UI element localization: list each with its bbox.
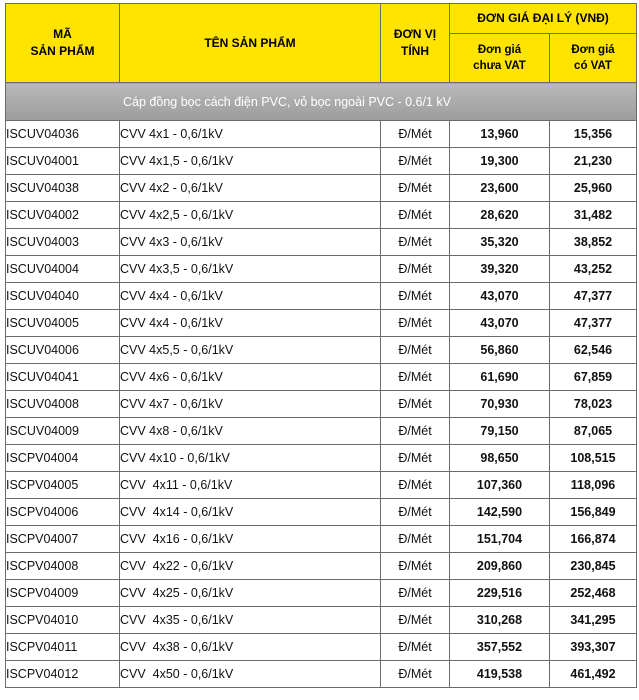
unit-cell: Đ/Mét bbox=[381, 391, 450, 418]
header-product-name: TÊN SẢN PHẨM bbox=[120, 4, 381, 83]
price-vat-cell: 38,852 bbox=[550, 229, 637, 256]
price-no-vat-cell: 13,960 bbox=[450, 121, 550, 148]
table-row bbox=[6, 256, 637, 283]
price-no-vat-cell: 56,860 bbox=[450, 337, 550, 364]
price-no-vat-cell: 79,150 bbox=[450, 418, 550, 445]
price-vat-cell: 62,546 bbox=[550, 337, 637, 364]
table-row bbox=[6, 499, 637, 526]
product-name-cell: CVV 4x22 - 0,6/1kV bbox=[120, 553, 381, 580]
table-row bbox=[6, 607, 637, 634]
table-row bbox=[6, 337, 637, 364]
price-no-vat-cell: 35,320 bbox=[450, 229, 550, 256]
price-vat-cell: 252,468 bbox=[550, 580, 637, 607]
price-no-vat-cell: 209,860 bbox=[450, 553, 550, 580]
product-code-cell: ISCUV04003 bbox=[6, 229, 120, 256]
price-table bbox=[5, 3, 637, 688]
product-code-cell: ISCPV04006 bbox=[6, 499, 120, 526]
price-no-vat-cell: 70,930 bbox=[450, 391, 550, 418]
table-row bbox=[6, 364, 637, 391]
unit-cell: Đ/Mét bbox=[381, 526, 450, 553]
unit-cell: Đ/Mét bbox=[381, 580, 450, 607]
section-title-cell bbox=[6, 83, 637, 121]
section-title: Cáp đồng bọc cách điện PVC, vỏ bọc ngoài PVC - 0.6/1 kV bbox=[123, 94, 451, 109]
table-row bbox=[6, 391, 637, 418]
product-name-cell: CVV 4x35 - 0,6/1kV bbox=[120, 607, 381, 634]
price-vat-cell: 461,492 bbox=[550, 661, 637, 688]
product-code-cell: ISCUV04041 bbox=[6, 364, 120, 391]
unit-cell: Đ/Mét bbox=[381, 364, 450, 391]
price-vat-cell: 166,874 bbox=[550, 526, 637, 553]
product-code-cell: ISCUV04008 bbox=[6, 391, 120, 418]
price-no-vat-cell: 39,320 bbox=[450, 256, 550, 283]
section-row bbox=[6, 83, 637, 121]
unit-cell: Đ/Mét bbox=[381, 445, 450, 472]
product-code-cell: ISCPV04012 bbox=[6, 661, 120, 688]
table-body bbox=[6, 83, 637, 688]
table-row bbox=[6, 175, 637, 202]
price-vat-cell: 25,960 bbox=[550, 175, 637, 202]
price-vat-cell: 47,377 bbox=[550, 283, 637, 310]
product-name-cell: CVV 4x14 - 0,6/1kV bbox=[120, 499, 381, 526]
product-code-cell: ISCUV04004 bbox=[6, 256, 120, 283]
price-no-vat-cell: 28,620 bbox=[450, 202, 550, 229]
product-code-cell: ISCUV04009 bbox=[6, 418, 120, 445]
product-code-cell: ISCPV04008 bbox=[6, 553, 120, 580]
product-name-cell: CVV 4x1 - 0,6/1kV bbox=[120, 121, 381, 148]
product-code-cell: ISCPV04009 bbox=[6, 580, 120, 607]
table-row bbox=[6, 661, 637, 688]
price-vat-cell: 31,482 bbox=[550, 202, 637, 229]
price-no-vat-cell: 43,070 bbox=[450, 310, 550, 337]
header-price-no-vat: Đơn giá chưa VAT bbox=[450, 34, 550, 83]
product-name-cell: CVV 4x4 - 0,6/1kV bbox=[120, 283, 381, 310]
product-name-cell: CVV 4x7 - 0,6/1kV bbox=[120, 391, 381, 418]
price-no-vat-cell: 419,538 bbox=[450, 661, 550, 688]
product-name-cell: CVV 4x11 - 0,6/1kV bbox=[120, 472, 381, 499]
product-code-cell: ISCPV04007 bbox=[6, 526, 120, 553]
price-vat-cell: 118,096 bbox=[550, 472, 637, 499]
product-code-cell: ISCUV04002 bbox=[6, 202, 120, 229]
product-name-cell: CVV 4x3,5 - 0,6/1kV bbox=[120, 256, 381, 283]
price-no-vat-cell: 357,552 bbox=[450, 634, 550, 661]
header-price-vat: Đơn giá có VAT bbox=[550, 34, 637, 83]
table-row bbox=[6, 283, 637, 310]
price-vat-cell: 47,377 bbox=[550, 310, 637, 337]
price-no-vat-cell: 98,650 bbox=[450, 445, 550, 472]
price-no-vat-cell: 310,268 bbox=[450, 607, 550, 634]
table-row bbox=[6, 580, 637, 607]
unit-cell: Đ/Mét bbox=[381, 661, 450, 688]
unit-cell: Đ/Mét bbox=[381, 283, 450, 310]
product-name-cell: CVV 4x10 - 0,6/1kV bbox=[120, 445, 381, 472]
unit-cell: Đ/Mét bbox=[381, 256, 450, 283]
price-no-vat-cell: 61,690 bbox=[450, 364, 550, 391]
table-row bbox=[6, 202, 637, 229]
unit-cell: Đ/Mét bbox=[381, 202, 450, 229]
price-vat-cell: 43,252 bbox=[550, 256, 637, 283]
product-code-cell: ISCPV04011 bbox=[6, 634, 120, 661]
table-row bbox=[6, 634, 637, 661]
product-name-cell: CVV 4x4 - 0,6/1kV bbox=[120, 310, 381, 337]
unit-cell: Đ/Mét bbox=[381, 634, 450, 661]
table-row bbox=[6, 229, 637, 256]
product-name-cell: CVV 4x8 - 0,6/1kV bbox=[120, 418, 381, 445]
unit-cell: Đ/Mét bbox=[381, 229, 450, 256]
product-code-cell: ISCUV04040 bbox=[6, 283, 120, 310]
unit-cell: Đ/Mét bbox=[381, 148, 450, 175]
product-code-cell: ISCPV04010 bbox=[6, 607, 120, 634]
product-name-cell: CVV 4x5,5 - 0,6/1kV bbox=[120, 337, 381, 364]
price-no-vat-cell: 107,360 bbox=[450, 472, 550, 499]
price-no-vat-cell: 43,070 bbox=[450, 283, 550, 310]
product-name-cell: CVV 4x50 - 0,6/1kV bbox=[120, 661, 381, 688]
price-vat-cell: 67,859 bbox=[550, 364, 637, 391]
product-code-cell: ISCUV04038 bbox=[6, 175, 120, 202]
table-row bbox=[6, 445, 637, 472]
price-vat-cell: 108,515 bbox=[550, 445, 637, 472]
table-row bbox=[6, 310, 637, 337]
unit-cell: Đ/Mét bbox=[381, 553, 450, 580]
table-row bbox=[6, 121, 637, 148]
table-header bbox=[6, 4, 637, 83]
product-code-cell: ISCUV04001 bbox=[6, 148, 120, 175]
product-name-cell: CVV 4x2 - 0,6/1kV bbox=[120, 175, 381, 202]
price-no-vat-cell: 23,600 bbox=[450, 175, 550, 202]
unit-cell: Đ/Mét bbox=[381, 607, 450, 634]
table-row bbox=[6, 472, 637, 499]
unit-cell: Đ/Mét bbox=[381, 472, 450, 499]
product-code-cell: ISCUV04005 bbox=[6, 310, 120, 337]
product-name-cell: CVV 4x1,5 - 0,6/1kV bbox=[120, 148, 381, 175]
product-name-cell: CVV 4x25 - 0,6/1kV bbox=[120, 580, 381, 607]
unit-cell: Đ/Mét bbox=[381, 310, 450, 337]
product-name-cell: CVV 4x6 - 0,6/1kV bbox=[120, 364, 381, 391]
unit-cell: Đ/Mét bbox=[381, 418, 450, 445]
price-no-vat-cell: 151,704 bbox=[450, 526, 550, 553]
price-no-vat-cell: 19,300 bbox=[450, 148, 550, 175]
product-code-cell: ISCUV04006 bbox=[6, 337, 120, 364]
price-vat-cell: 87,065 bbox=[550, 418, 637, 445]
price-no-vat-cell: 229,516 bbox=[450, 580, 550, 607]
price-vat-cell: 341,295 bbox=[550, 607, 637, 634]
price-vat-cell: 21,230 bbox=[550, 148, 637, 175]
product-code-cell: ISCPV04005 bbox=[6, 472, 120, 499]
unit-cell: Đ/Mét bbox=[381, 175, 450, 202]
product-code-cell: ISCUV04036 bbox=[6, 121, 120, 148]
header-unit: ĐƠN VỊ TÍNH bbox=[381, 4, 450, 83]
table-row bbox=[6, 553, 637, 580]
price-vat-cell: 393,307 bbox=[550, 634, 637, 661]
header-product-code: MÃ SẢN PHẨM bbox=[6, 4, 120, 83]
unit-cell: Đ/Mét bbox=[381, 121, 450, 148]
price-vat-cell: 230,845 bbox=[550, 553, 637, 580]
price-vat-cell: 15,356 bbox=[550, 121, 637, 148]
header-dealer-price: ĐƠN GIÁ ĐẠI LÝ (VNĐ) bbox=[450, 4, 637, 34]
product-name-cell: CVV 4x16 - 0,6/1kV bbox=[120, 526, 381, 553]
price-vat-cell: 78,023 bbox=[550, 391, 637, 418]
price-vat-cell: 156,849 bbox=[550, 499, 637, 526]
product-name-cell: CVV 4x38 - 0,6/1kV bbox=[120, 634, 381, 661]
table-row bbox=[6, 526, 637, 553]
product-code-cell: ISCPV04004 bbox=[6, 445, 120, 472]
product-name-cell: CVV 4x2,5 - 0,6/1kV bbox=[120, 202, 381, 229]
unit-cell: Đ/Mét bbox=[381, 499, 450, 526]
price-no-vat-cell: 142,590 bbox=[450, 499, 550, 526]
product-name-cell: CVV 4x3 - 0,6/1kV bbox=[120, 229, 381, 256]
table-row bbox=[6, 148, 637, 175]
table-row bbox=[6, 418, 637, 445]
unit-cell: Đ/Mét bbox=[381, 337, 450, 364]
